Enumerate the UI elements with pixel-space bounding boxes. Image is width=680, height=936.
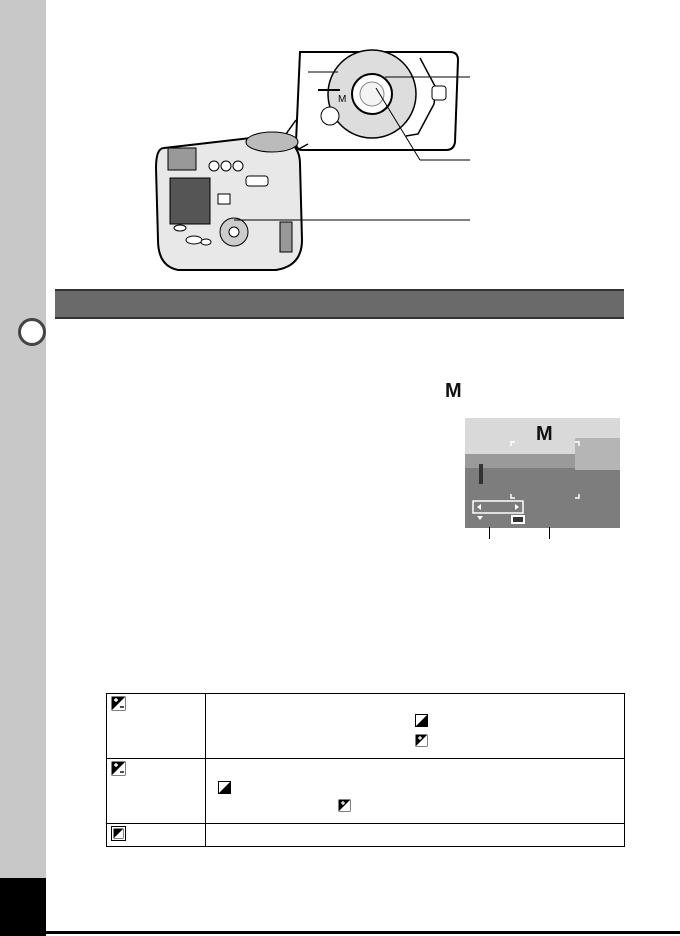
camera-body	[156, 132, 302, 270]
lcd-callout-1	[489, 527, 490, 539]
table-cell-description	[206, 759, 625, 824]
table-cell-description	[206, 824, 625, 847]
svg-text:M: M	[338, 94, 347, 105]
lcd-preview	[465, 418, 620, 528]
table-cell-icon	[107, 694, 206, 759]
table-row	[107, 824, 625, 847]
lcd-callout-2	[549, 527, 550, 539]
exposure-minus-icon	[218, 781, 231, 794]
table-cell-icon	[107, 759, 206, 824]
exposure-box-icon	[111, 826, 126, 841]
lcd-callout-lines	[470, 527, 580, 541]
exposure-settings-table	[106, 693, 625, 847]
mode-m-indicator: M	[445, 380, 462, 402]
bottom-rule	[46, 931, 680, 934]
exposure-plus-minus-icon	[111, 696, 126, 711]
camera-illustration	[150, 44, 480, 274]
table-cell-description	[206, 694, 625, 759]
lcd-mode-label: M	[536, 423, 553, 445]
page-number-tab	[0, 878, 46, 936]
section-heading-bar	[55, 289, 624, 319]
table-row	[107, 759, 625, 824]
mode-dial-inset	[296, 50, 470, 160]
chapter-sidebar	[0, 0, 46, 936]
table-row	[107, 694, 625, 759]
table-cell-icon	[107, 824, 206, 847]
exposure-plus-icon	[415, 734, 428, 747]
chapter-number-circle	[18, 318, 46, 346]
exposure-plus-icon	[338, 799, 351, 812]
exposure-minus-icon	[415, 714, 428, 727]
exposure-plus-minus-icon	[111, 761, 126, 776]
